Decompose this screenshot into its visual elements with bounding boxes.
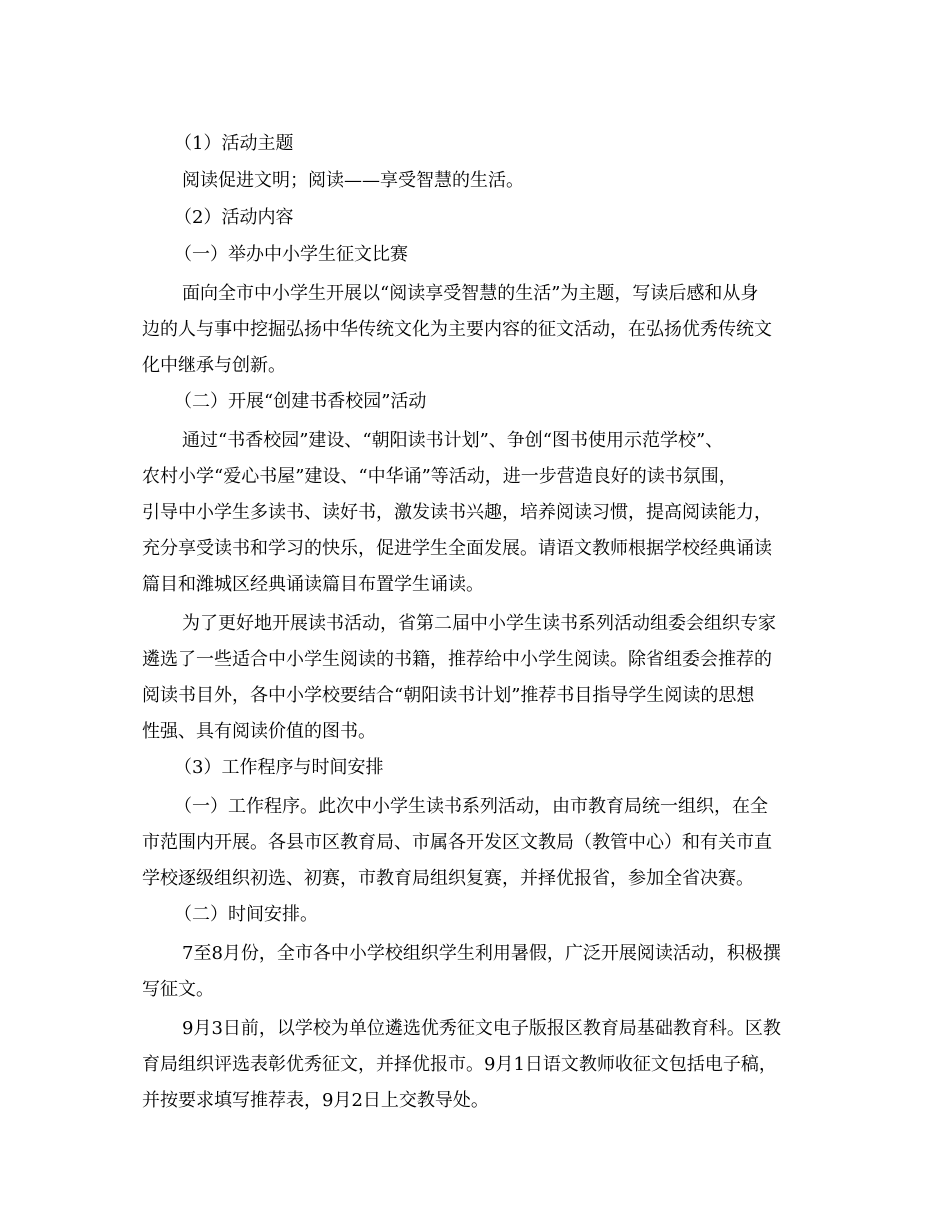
paragraph-line: 化中继承与创新。: [142, 355, 286, 376]
paragraph-line: 边的人与事中挖掘弘扬中华传统文化为主要内容的征文活动，在弘扬优秀传统文: [142, 319, 772, 340]
paragraph-line: 面向全市中小学生开展以“阅读享受智慧的生活”为主题，写读后感和从身: [182, 283, 759, 304]
paragraph-line: 阅读促进文明；阅读——享受智慧的生活。: [182, 170, 524, 191]
subsection-heading-timing: （二）时间安排。: [174, 904, 318, 925]
paragraph-line: 农村小学“爱心书屋”建设、“中华诵”等活动，进一步营造良好的读书氛围，: [142, 466, 737, 487]
paragraph-line: 通过“书香校园”建设、“朝阳读书计划”、争创“图书使用示范学校”、: [182, 430, 724, 451]
paragraph-line: 写征文。: [142, 979, 214, 1000]
paragraph-line: 阅读书目外，各中小学校要结合“朝阳读书计划”推荐书目指导学生阅读的思想: [142, 685, 755, 706]
paragraph-line: 7至8月份，全市各中小学校组织学生利用暑假，广泛开展阅读活动，积极撰: [182, 943, 781, 964]
paragraph-line: 引导中小学生多读书、读好书，激发读书兴趣，培养阅读习惯，提高阅读能力，: [142, 502, 772, 523]
subsection-heading-campus: （二）开展“创建书香校园”活动: [174, 391, 427, 412]
paragraph-line: 并按要求填写推荐表，9月2日上交教导处。: [142, 1090, 489, 1111]
paragraph-line: 9月3日前，以学校为单位遴选优秀征文电子版报区教育局基础教育科。区教: [182, 1018, 781, 1039]
paragraph-line: 篇目和潍城区经典诵读篇目布置学生诵读。: [142, 574, 484, 595]
section-heading-theme: （1）活动主题: [174, 133, 294, 154]
paragraph-line: 遴选了一些适合中小学生阅读的书籍，推荐给中小学生阅读。除省组委会推荐的: [142, 649, 772, 670]
paragraph-line: 为了更好地开展读书活动，省第二届中小学生读书系列活动组委会组织专家: [182, 613, 776, 634]
paragraph-line: 育局组织评选表彰优秀征文，并择优报市。9月1日语文教师收征文包括电子稿，: [142, 1054, 777, 1075]
paragraph-line: （一）工作程序。此次中小学生读书系列活动，由市教育局统一组织，在全: [174, 796, 768, 817]
paragraph-line: 充分享受读书和学习的快乐，促进学生全面发展。请语文教师根据学校经典诵读: [142, 538, 772, 559]
subsection-heading-essay: （一）举办中小学生征文比赛: [174, 244, 408, 265]
paragraph-line: 性强、具有阅读价值的图书。: [142, 721, 376, 742]
section-heading-content: （2）活动内容: [174, 207, 294, 228]
paragraph-line: 学校逐级组织初选、初赛，市教育局组织复赛，并择优报省，参加全省决赛。: [142, 868, 754, 889]
section-heading-schedule: （3）工作程序与时间安排: [174, 757, 384, 778]
paragraph-line: 市范围内开展。各县市区教育局、市属各开发区文教局（教管中心）和有关市直: [142, 832, 772, 853]
